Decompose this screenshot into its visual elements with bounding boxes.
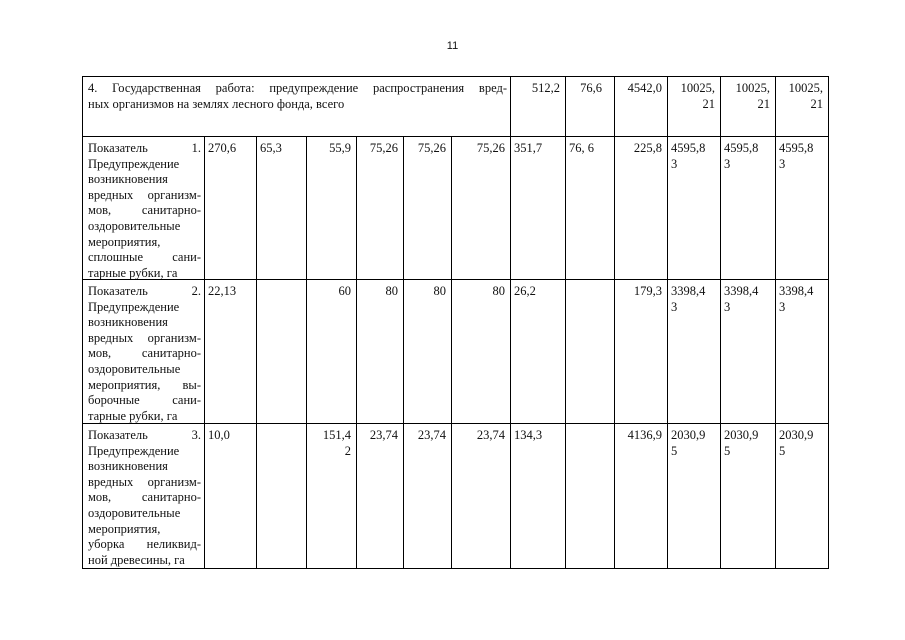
indicator-label-line: оздоровительные [88,218,181,233]
table-cell: 80 [403,279,452,424]
table-cell: 351,7 [510,136,566,280]
table-cell: 179,3 [614,279,668,424]
table-cell: 65,3 [256,136,307,280]
header-row-value-11-line: 21 [757,96,770,111]
table-cell [667,136,721,280]
table-cell-line: 3398,4 [671,284,706,298]
table-cell [720,279,776,424]
table-cell-line: 2 [344,443,351,458]
table-cell [306,423,357,569]
table-cell-line: 5 [724,443,731,458]
indicator-label [82,136,205,280]
table-cell-line: 3398,4 [779,284,814,298]
table-cell-line: 2030,9 [779,428,814,442]
indicator-label-line: тарные рубки, га [88,265,178,280]
indicator-label-line: мероприятия, вы- [88,377,201,392]
indicator-label-line: Показатель 2. [88,284,201,298]
table-cell: 75,26 [356,136,404,280]
table-cell-line: 5 [671,443,678,458]
table-cell: 225,8 [614,136,668,280]
table-cell [775,279,829,424]
table-cell: 80 [356,279,404,424]
table-cell: 26,2 [510,279,566,424]
table-cell-line: 4595,8 [724,141,759,155]
table-cell [775,423,829,569]
table-cell [306,279,357,424]
table-cell: 270,6 [204,136,257,280]
table-cell [775,136,829,280]
indicator-label [82,423,205,569]
indicator-label-line: Показатель 1. [88,141,201,155]
table-cell-line: 151,4 [322,428,351,442]
indicator-label-line: борочные сани- [88,393,201,408]
table-cell-line: 5 [779,443,786,458]
header-row-value-11 [720,76,776,137]
header-row-value-8: 76,6 [565,76,615,137]
indicator-label-line: вредных организм- [88,330,201,345]
header-row-value-10-line: 21 [702,96,715,111]
indicator-label-line: мероприятия, [88,234,161,249]
header-row-label-line: 4. Государственная работа: предупреждение распространения вред- [88,81,507,95]
table-cell-line: 3 [671,156,678,171]
table-cell: 134,3 [510,423,566,569]
header-row-label [82,76,511,137]
table-cell [667,279,721,424]
header-row-value-12-line: 21 [810,96,823,111]
table-cell [720,136,776,280]
indicator-label-line: мов, санитарно- [88,203,201,218]
indicator-label-line: Показатель 3. [88,428,201,442]
table-cell: 80 [451,279,511,424]
table-cell: 23,74 [356,423,404,569]
table-cell-line: 3398,4 [724,284,759,298]
indicator-label-line: Предупреждение [88,156,180,171]
table-cell-line: 2030,9 [671,428,706,442]
table-cell: 22,13 [204,279,257,424]
table-cell [256,423,307,569]
indicator-label-line: возникновения [88,315,168,330]
indicator-label-line: уборка неликвид- [88,537,201,552]
header-row-value-12 [775,76,829,137]
indicator-label-line: мов, санитарно- [88,490,201,505]
indicator-label-line: вредных организм- [88,474,201,489]
table-cell [565,279,615,424]
header-row-label-line: ных организмов на землях лесного фонда, всего [88,96,345,111]
table-cell-line: 55,9 [329,141,351,155]
table-cell-line: 3 [724,299,731,314]
table-cell-line: 3 [671,299,678,314]
table-cell [720,423,776,569]
table-cell [306,136,357,280]
indicator-label-line: ной древесины, га [88,552,185,567]
table-cell [667,423,721,569]
table-cell [565,423,615,569]
table-cell [256,279,307,424]
header-row-value-11-line: 10025, [735,81,770,95]
indicator-label [82,279,205,424]
indicator-label-line: возникновения [88,172,168,187]
indicator-label-line: мероприятия, [88,521,161,536]
header-row-value-10 [667,76,721,137]
indicator-label-line: вредных организм- [88,187,201,202]
table-cell: 75,26 [451,136,511,280]
table-cell: 75,26 [403,136,452,280]
table-cell: 76, 6 [565,136,615,280]
indicator-label-line: Предупреждение [88,299,180,314]
indicator-label-line: сплошные сани- [88,250,201,265]
table-cell-line: 3 [779,299,786,314]
table-cell-line: 4595,8 [671,141,706,155]
indicator-label-line: оздоровительные [88,505,181,520]
table-cell: 23,74 [451,423,511,569]
table-cell-line: 60 [338,284,351,298]
header-row-value-9: 4542,0 [614,76,668,137]
table-cell-line: 3 [724,156,731,171]
header-row-value-7: 512,2 [510,76,566,137]
table-cell-line: 3 [779,156,786,171]
table-cell-line: 4595,8 [779,141,814,155]
table-cell-line: 2030,9 [724,428,759,442]
indicator-label-line: мов, санитарно- [88,346,201,361]
table-cell: 10,0 [204,423,257,569]
page-number: 11 [446,40,459,52]
indicator-label-line: тарные рубки, га [88,408,178,423]
indicator-label-line: возникновения [88,459,168,474]
header-row-value-10-line: 10025, [680,81,715,95]
indicator-label-line: Предупреждение [88,443,180,458]
header-row-value-12-line: 10025, [788,81,823,95]
indicator-label-line: оздоровительные [88,361,181,376]
table-cell: 23,74 [403,423,452,569]
table-cell: 4136,9 [614,423,668,569]
